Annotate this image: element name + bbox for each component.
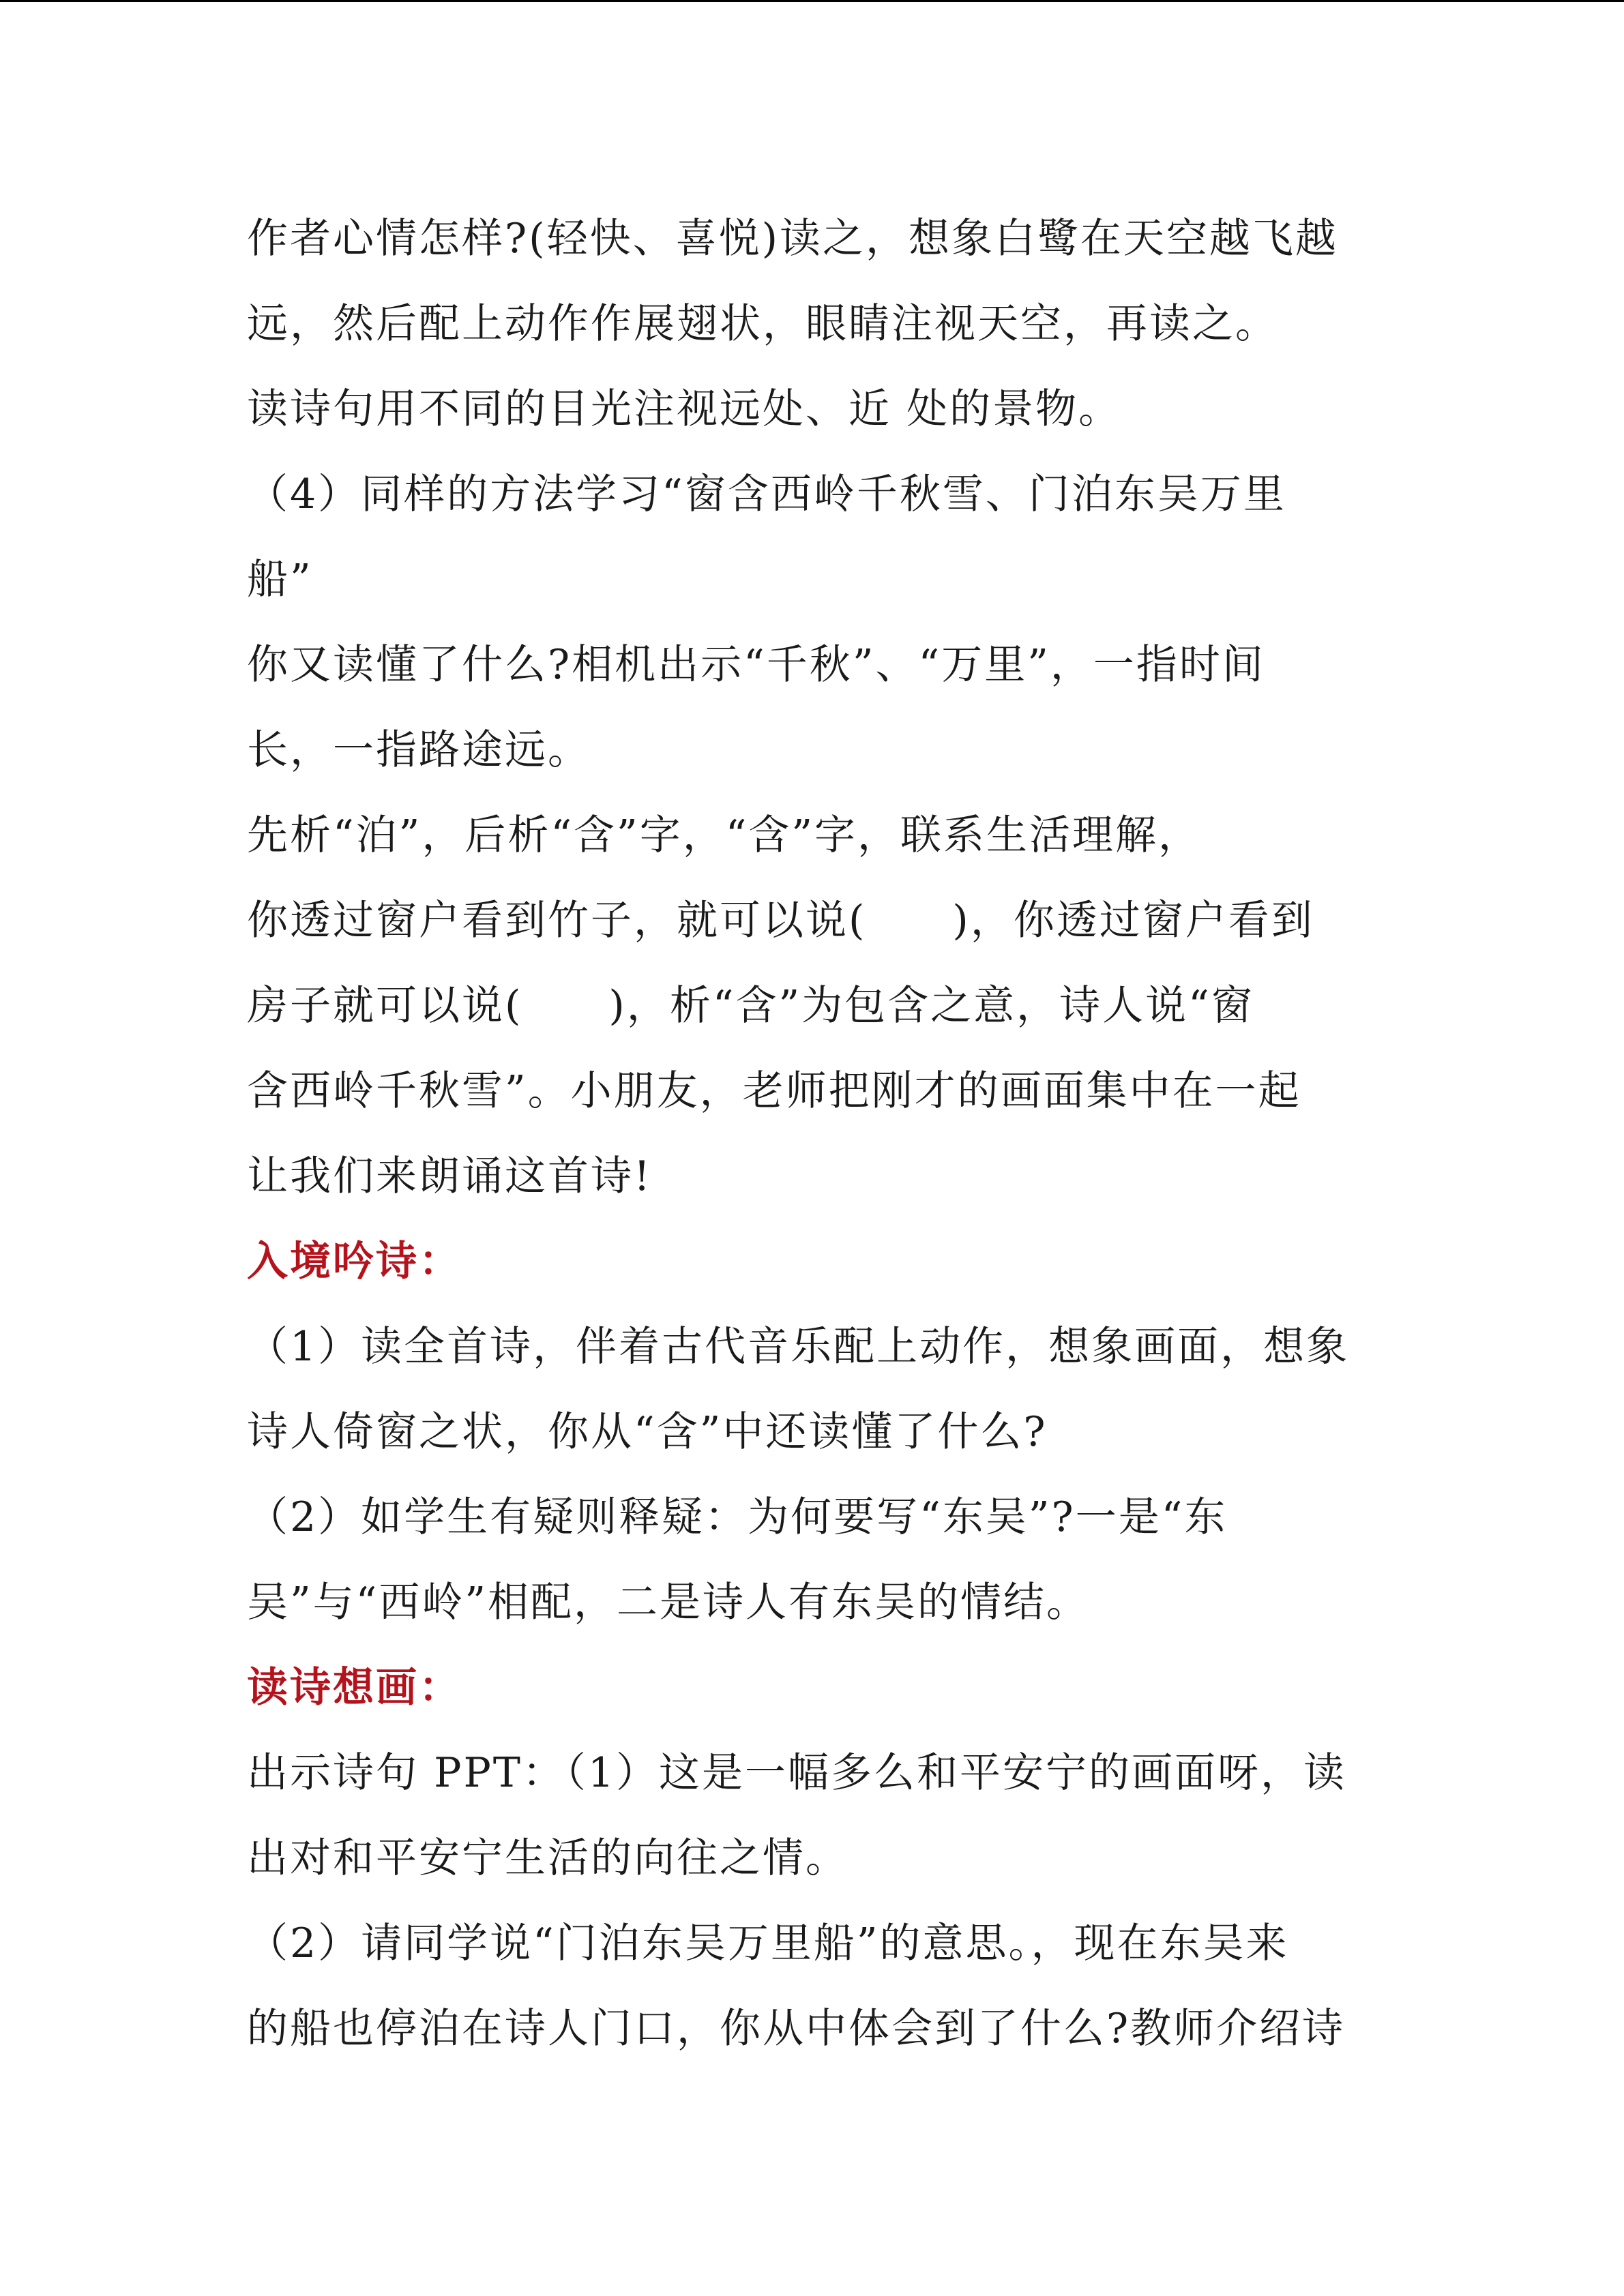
text-line: 房子就可以说( )，析“含”为包含之意，诗人说“窗 (247, 982, 1254, 1030)
text-line: 读诗句用不同的目光注视远处、近 处的景物。 (247, 385, 1122, 433)
text-line: 的船也停泊在诗人门口，你从中体会到了什么?教师介绍诗 (247, 2005, 1346, 2053)
text-line: （2）请同学说“门泊东吴万里船”的意思。，现在东吴来 (247, 1920, 1289, 1967)
text-line: 诗人倚窗之状，你从“含”中还读懂了什么? (247, 1408, 1048, 1456)
section-heading-enter-scene: 入境吟诗： (247, 1238, 462, 1285)
text-line: 让我们来朗诵这首诗! (247, 1152, 653, 1200)
text-line: 作者心情怎样?(轻快、喜悦)读之，想象白鹭在天空越飞越 (247, 215, 1338, 263)
section-heading-read-imagine: 读诗想画： (247, 1664, 462, 1712)
text-line: 你又读懂了什么?相机出示“千秋”、“万里”，一指时间 (247, 641, 1265, 689)
text-line: 出对和平安宁生活的向往之情。 (247, 1834, 848, 1882)
text-line: （4）同样的方法学习“窗含西岭千秋雪、门泊东吴万里 (247, 471, 1286, 518)
text-line: 长，一指路途远。 (247, 726, 591, 774)
text-line: 船” (247, 556, 313, 603)
text-line: 含西岭千秋雪”。小朋友，老师把刚才的画面集中在一起 (247, 1067, 1301, 1115)
text-line: （2）如学生有疑则释疑：为何要写“东吴”?一是“东 (247, 1493, 1228, 1541)
text-line: 你透过窗户看到竹子，就可以说( )，你透过窗户看到 (247, 897, 1314, 944)
page-top-border (0, 0, 1624, 2)
text-line: 远，然后配上动作作展翅状，眼睛注视天空，再读之。 (247, 300, 1278, 348)
text-line: （1）读全首诗，伴着古代音乐配上动作，想象画面，想象 (247, 1323, 1350, 1371)
text-line: 吴”与“西岭”相配，二是诗人有东吴的情结。 (247, 1579, 1090, 1626)
text-line: 先析“泊”，后析“含”字，“含”字，联系生活理解， (247, 811, 1202, 859)
text-line: 出示诗句 PPT：（1）这是一幅多么和平安宁的画面呀，读 (247, 1749, 1347, 1797)
